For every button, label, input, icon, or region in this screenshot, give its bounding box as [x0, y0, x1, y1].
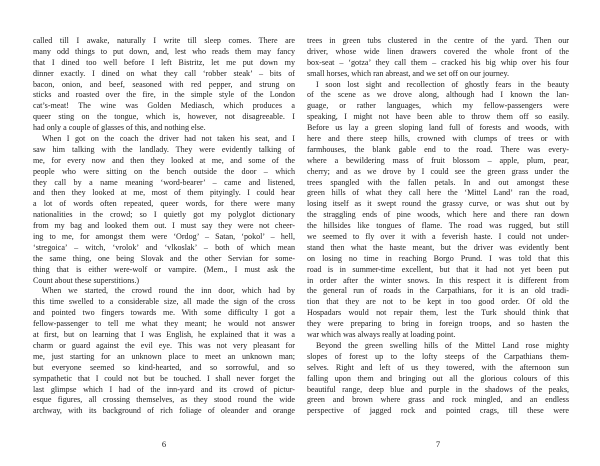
text-line: ing to me, for amongst them were ‘Ordog’ – Satan, ‘pokol’ – hell,: [33, 232, 295, 242]
text-line: slopes of forest up to the lofty steeps of the Carpathians them-: [307, 351, 569, 361]
text-line: this time swelled to a considerable size, all made the sign of the cross: [33, 297, 295, 307]
text-line: that I dined too well before I left Bistritz, let me put down my: [33, 57, 295, 67]
text-line: fellow-passenger to tell me what they meant; he would not answer: [33, 319, 295, 329]
text-line: on losing no time in reaching Borgo Prund. I was told that this: [307, 253, 569, 263]
text-line: ‘stregoica’ – witch, ‘vrolok’ and ‘vlkoslak’ – both of which mean: [33, 242, 295, 252]
text-line: we seemed to fly over it with a feverish haste. I could not under-: [307, 232, 569, 242]
left-page-text: [33, 36, 295, 426]
text-line: in order after the winter snows. In this respect it is different from: [307, 275, 569, 285]
right-page-number: 7: [435, 439, 441, 449]
text-line: charm or guard against the evil eye. This was not very pleasant for: [33, 340, 295, 350]
text-line: archway, with its background of rich foliage of oleander and orange: [33, 406, 295, 416]
text-line: had only a couple of glasses of this, and nothing else.: [33, 123, 206, 133]
text-line: called till I awake, naturally I write till sleep comes. There are: [33, 36, 295, 45]
right-page-text: [307, 36, 569, 426]
text-line: Count about these superstitions.): [33, 275, 140, 285]
text-line: perspective of jagged rock and pointed crags, till these were: [307, 406, 569, 416]
text-line: esque figures, all crossing themselves, as they stood round the wide: [33, 395, 295, 405]
text-line: small horses, which ran abreast, and we set off on our journey.: [307, 68, 510, 78]
text-line: farmhouses, the blank gable end to the road. There was every-: [307, 144, 569, 154]
left-page-number: 6: [161, 439, 167, 449]
text-line: box-seat – ‘gotza’ they call them – cracked his big whip over his four: [307, 57, 569, 67]
text-line: and then they looked at me, most of them pityingly. I could hear: [33, 188, 295, 198]
text-line: thing that is either were-wolf or vampire. (Mem., I must ask the: [33, 264, 295, 274]
text-line: When I got on the coach the driver had not taken his seat, and I: [42, 134, 295, 144]
text-line: they were preparing to bring in foreign troops, and so hasten the: [307, 319, 569, 329]
text-line: trees spangled with the fallen petals. In and out amongst these: [307, 177, 569, 187]
text-line: dinner exactly. I dined on what they call ‘robber steak’ – bits of: [33, 68, 295, 78]
text-line: Beyond the green swelling hills of the Mittel Land rose mighty: [316, 340, 569, 350]
text-line: losing itself as it swept round the grassy curve, or was shut out by: [307, 199, 569, 209]
text-line: sympathetic that I could not but be touched. I shall never forget the: [33, 373, 295, 383]
text-line: of the scene as we drove along, although had I known the lan-: [307, 90, 569, 100]
text-line: saw him talking with the landlady. They were evidently talking of: [33, 144, 295, 154]
text-line: they call by a name meaning ‘word-bearer’ – came and listened,: [33, 177, 295, 187]
text-line: the hillsides like tongues of flame. The road was rugged, but still: [307, 221, 569, 231]
text-line: from my bag and looked them out. I must say they were not cheer-: [33, 221, 295, 231]
text-line: driver, whose wide linen drawers covered the whole front of the: [307, 46, 569, 56]
text-line: the straggling ends of pine woods, which here and there ran down: [307, 210, 569, 220]
text-line: war which was always really at loading point.: [307, 330, 456, 340]
text-line: tion that they are not to be kept in too good order. Of old the: [307, 297, 569, 307]
text-line: falling upon them and bringing out all the glorious colours of this: [307, 373, 569, 383]
text-line: green and brown where grass and rock mingled, and an endless: [307, 395, 569, 405]
text-line: stand then what the haste meant, but the driver was evidently bent: [307, 242, 569, 252]
text-line: speaking, I might not have been able to throw them off so easily.: [307, 112, 569, 122]
text-line: sticks and roasted over the fire, in the simple style of the London: [33, 90, 295, 100]
text-line: queer sting on the tongue, which is, however, not disagreeable. I: [33, 112, 295, 122]
text-line: cat’s-meat! The wine was Golden Mediasch, which produces a: [33, 101, 295, 111]
text-line: selves. Right and left of us they towered, with the afternoon sun: [307, 362, 569, 372]
text-line: last glimpse which I had of the inn-yard and its crowd of pictur-: [33, 384, 295, 394]
text-line: road is in summer-time excellent, but that it had not yet been put: [307, 264, 569, 274]
text-line: green hills of what they call here the ‘Mittel Land’ ran the road,: [307, 188, 569, 198]
text-line: bacon, onion, and beef, seasoned with red pepper, and strung on: [33, 79, 295, 89]
text-line: trees in green tubs clustered in the centre of the yard. Then our: [307, 36, 569, 45]
text-line: me, just starting for an unknown place to meet an unknown man;: [33, 351, 295, 361]
text-line: people who were sitting on the bench outside the door – which: [33, 166, 295, 176]
text-line: the general run of roads in the Carpathians, for it is an old tradi-: [307, 286, 569, 296]
text-line: beautiful range, deep blue and purple in the shadows of the peaks,: [307, 384, 569, 394]
text-line: Hospadars would not repair them, lest the Turk should think that: [307, 308, 569, 318]
text-line: but everyone seemed so kind-hearted, and so sorrowful, and so: [33, 362, 295, 372]
text-line: Before us lay a green sloping land full of forests and woods, with: [307, 123, 569, 133]
text-line: the same thing, one being Slovak and the other Servian for some-: [33, 253, 295, 263]
text-line: When we started, the crowd round the inn door, which had by: [42, 286, 295, 296]
text-line: and pointed two fingers towards me. With some difficulty I got a: [33, 308, 295, 318]
text-line: where a bewildering mass of fruit blossom – apple, plum, pear,: [307, 155, 569, 165]
text-line: nationalities in the crowd; so I quietly got my polyglot dictionary: [33, 210, 295, 220]
text-line: I soon lost sight and recollection of ghostly fears in the beauty: [316, 79, 569, 89]
text-line: cherry; and as we drove by I could see the green grass under the: [307, 166, 569, 176]
text-line: at first, but on learning that I was English, he explained that it was a: [33, 330, 295, 340]
text-line: many odd things to put down, and, lest who reads them may fancy: [33, 46, 295, 56]
text-line: a lot of words often repeated, queer words, for there were many: [33, 199, 295, 209]
text-line: me, for every now and then they looked at me, and some of the: [33, 155, 295, 165]
text-line: guage, or rather languages, which my fellow-passengers were: [307, 101, 569, 111]
text-line: here and there steep hills, crowned with clumps of trees or with: [307, 134, 569, 144]
